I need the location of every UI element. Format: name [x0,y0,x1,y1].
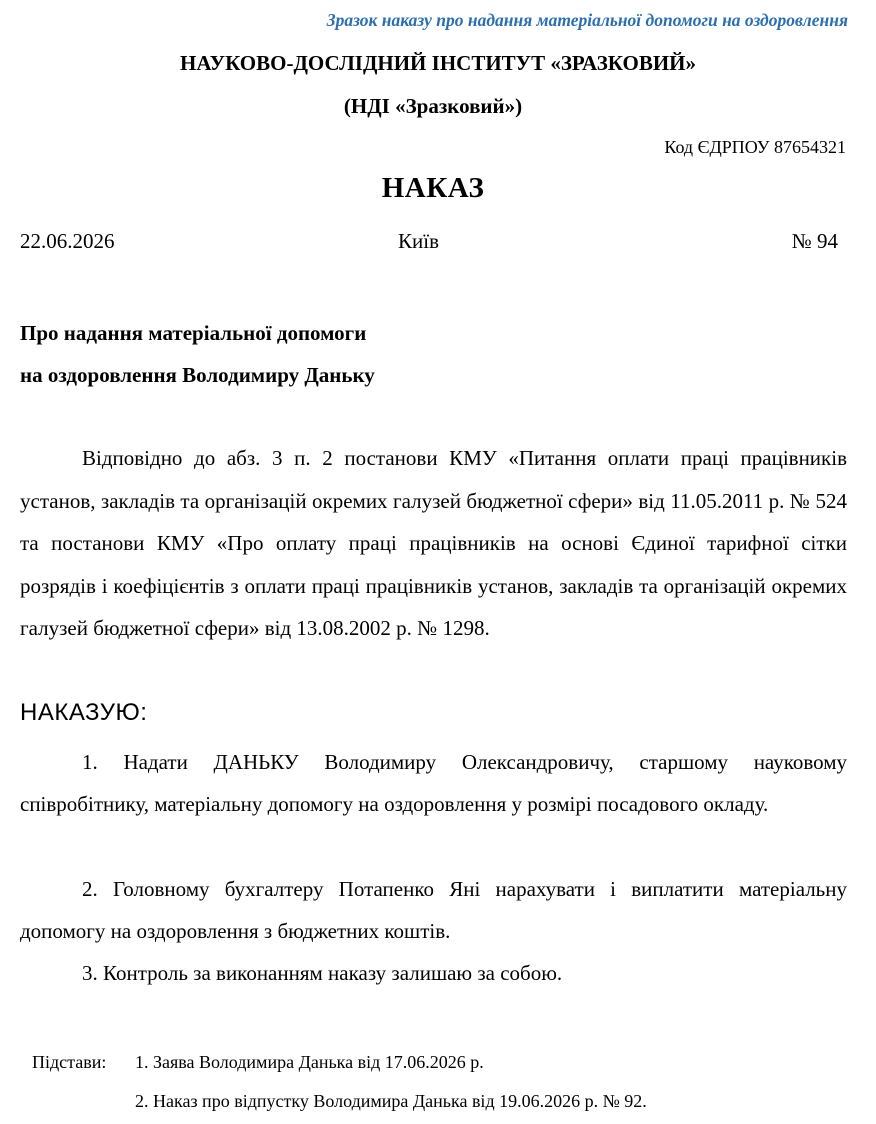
document-subject [20,312,375,396]
organization-name: НАУКОВО-ДОСЛІДНИЙ ІНСТИТУТ «ЗРАЗКОВИЙ» [180,51,696,75]
order-heading: НАКАЗУЮ: [20,699,148,726]
order-item-3: 3. Контроль за виконанням наказу залишаю за собою. [82,961,563,985]
organization-short-name: (НДІ «Зразковий») [343,94,523,118]
subject-line-1: Про надання матеріальної допомоги [20,321,367,345]
edrpou-code: Код ЄДРПОУ 87654321 [664,137,846,157]
legal-basis-paragraph: Відповідно до абз. 3 п. 2 постанови КМУ «Питання оплати праці працівників установ, закладів та організацій окремих галузей бюджетної сфери» від 11.05.2011 р. № 524 та постанови КМУ «Про оплату праці працівників на основі Єдиної тарифної сітки розрядів і коефіцієнтів з оплати праці працівників установ, закладів та організацій окремих галузей бюджетної сфери» від 13.08.2002 р. № 1298. [20,446,847,640]
sample-note: Зразок наказу про надання матеріальної допомоги на оздоровлення [326,10,848,30]
document-date: 22.06.2026 [20,229,115,253]
grounds-list [135,1043,647,1121]
grounds-entry-2: 2. Наказ про відпустку Володимира Данька від 19.06.2026 р. № 92. [135,1091,647,1111]
grounds-entry-1: 1. Заява Володимира Данька від 17.06.2026 р. [135,1052,484,1072]
order-item-1: 1. Надати ДАНЬКУ Володимиру Олександровичу, старшому науковому співробітнику, матеріальну допомогу на оздоровлення у розмірі посадового окладу. [20,750,847,816]
document-number: № 94 [791,229,838,253]
document-city: Київ [398,229,439,253]
subject-line-2: на оздоровлення Володимиру Даньку [20,363,375,387]
document-title: НАКАЗ [381,172,485,204]
document-meta-row [20,229,838,254]
grounds-label: Підстави: [32,1052,107,1072]
order-item-2: 2. Головному бухгалтеру Потапенко Яні нарахувати і виплатити матеріальну допомогу на оздоровлення з бюджетних коштів. [20,877,847,943]
